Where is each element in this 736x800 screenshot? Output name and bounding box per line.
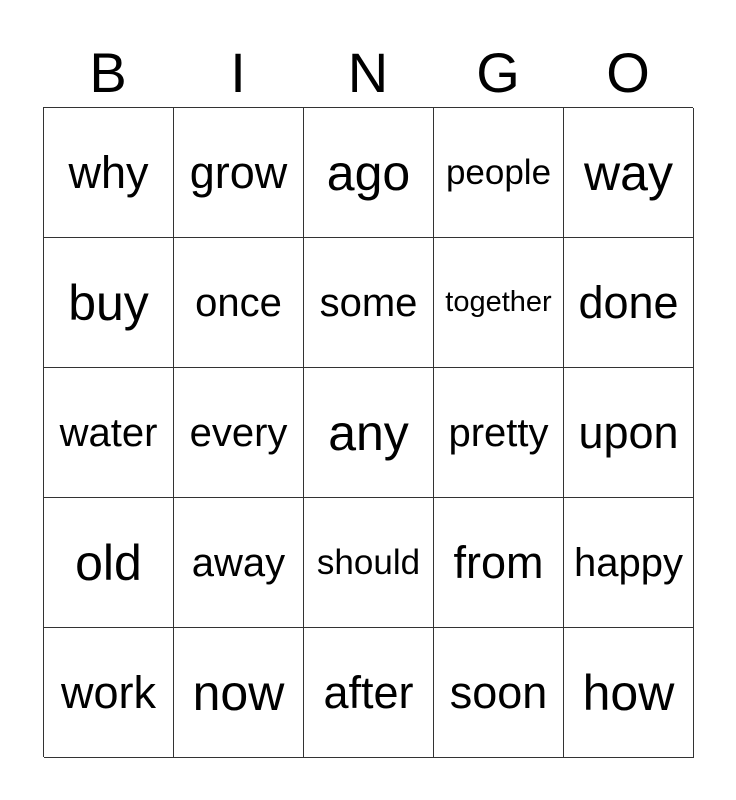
bingo-board: [43, 107, 693, 757]
header-letter-i: I: [230, 41, 246, 104]
header-letter-g: G: [476, 41, 520, 104]
bingo-cell[interactable]: should: [304, 498, 434, 628]
bingo-cell[interactable]: from: [434, 498, 564, 628]
bingo-cell[interactable]: old: [44, 498, 174, 628]
bingo-cell[interactable]: together: [434, 238, 564, 368]
bingo-cell[interactable]: how: [564, 628, 694, 758]
bingo-header: [43, 40, 693, 106]
bingo-cell[interactable]: some: [304, 238, 434, 368]
header-letter-n: N: [347, 41, 389, 104]
header-letter-b: B: [89, 41, 127, 104]
bingo-cell[interactable]: ago: [304, 108, 434, 238]
bingo-cell[interactable]: work: [44, 628, 174, 758]
bingo-cell[interactable]: after: [304, 628, 434, 758]
bingo-cell[interactable]: once: [174, 238, 304, 368]
bingo-cell[interactable]: soon: [434, 628, 564, 758]
bingo-cell[interactable]: why: [44, 108, 174, 238]
bingo-cell[interactable]: grow: [174, 108, 304, 238]
bingo-cell[interactable]: people: [434, 108, 564, 238]
bingo-cell[interactable]: now: [174, 628, 304, 758]
bingo-cell[interactable]: every: [174, 368, 304, 498]
bingo-cell[interactable]: pretty: [434, 368, 564, 498]
bingo-cell[interactable]: buy: [44, 238, 174, 368]
header-letter-o: O: [606, 41, 650, 104]
bingo-cell[interactable]: upon: [564, 368, 694, 498]
bingo-cell[interactable]: happy: [564, 498, 694, 628]
bingo-cell[interactable]: way: [564, 108, 694, 238]
bingo-cell[interactable]: done: [564, 238, 694, 368]
bingo-cell[interactable]: away: [174, 498, 304, 628]
bingo-cell[interactable]: any: [304, 368, 434, 498]
bingo-cell[interactable]: water: [44, 368, 174, 498]
